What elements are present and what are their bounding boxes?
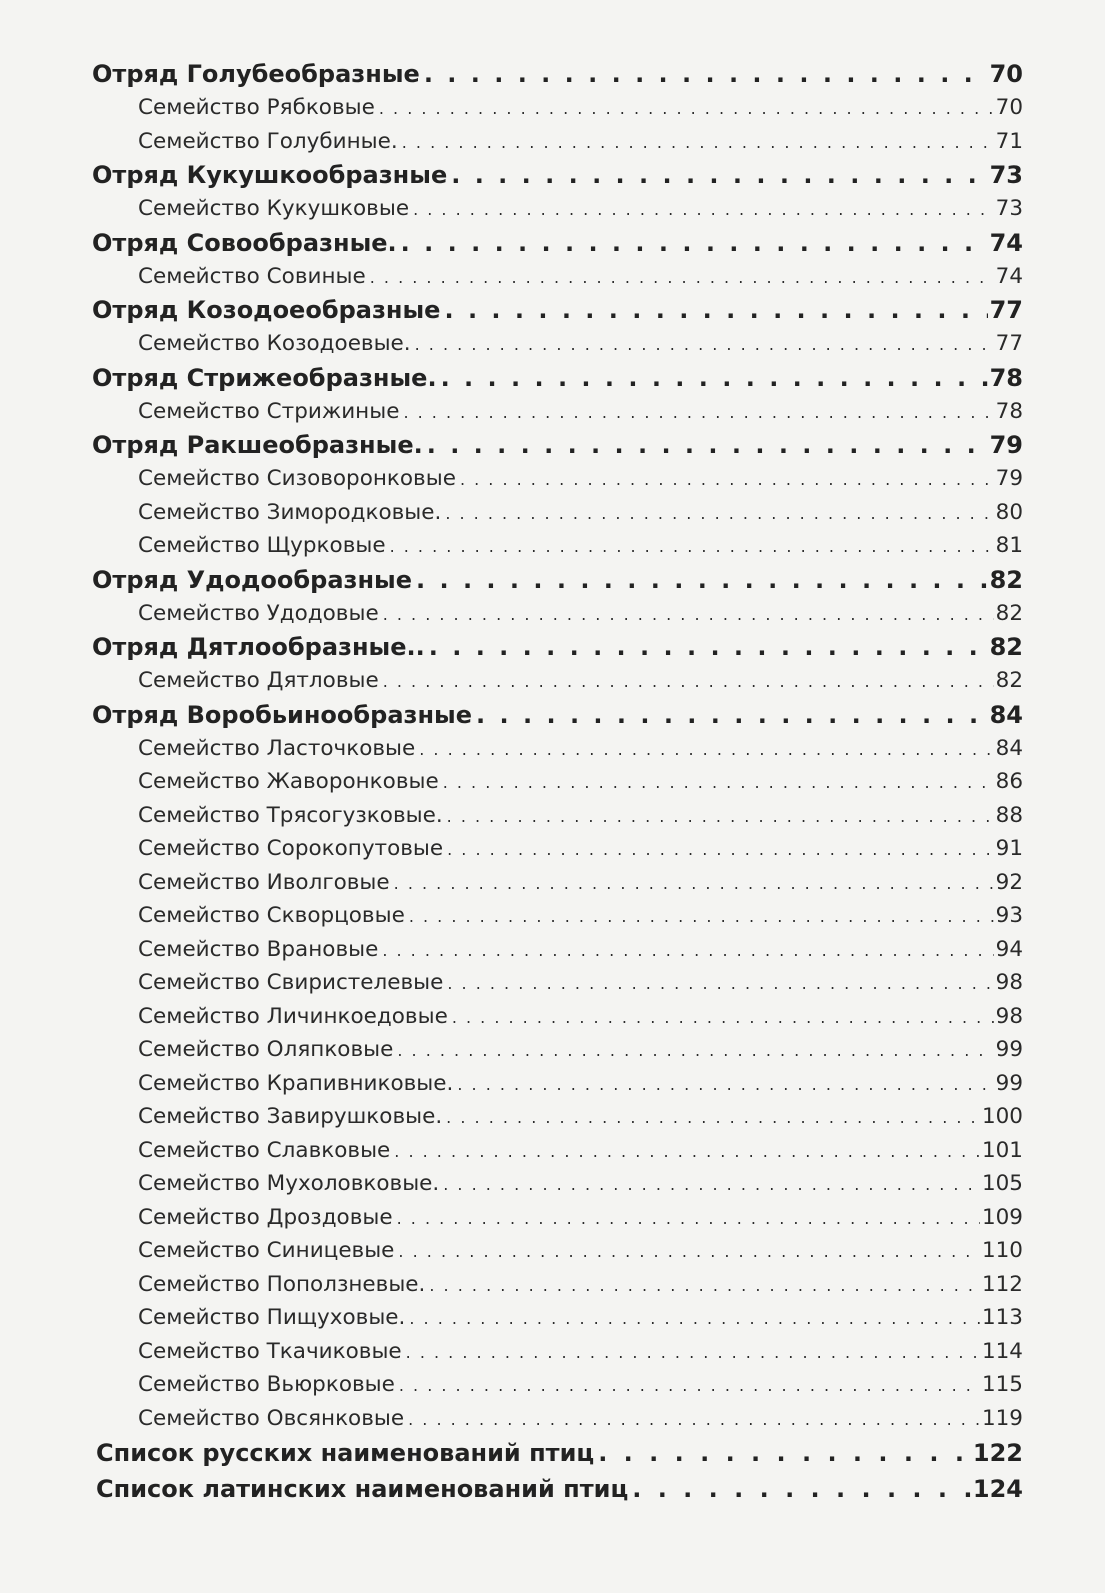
toc-family-entry[interactable] xyxy=(92,1201,1023,1235)
toc-order-entry[interactable] xyxy=(92,361,1023,395)
toc-page-number: 73 xyxy=(995,196,1023,221)
table-of-contents xyxy=(92,57,1023,1507)
toc-page-number: 105 xyxy=(981,1171,1023,1196)
toc-family-entry[interactable] xyxy=(92,765,1023,799)
toc-entry-label: Семейство Поползневые. xyxy=(138,1271,426,1297)
toc-page-number: 98 xyxy=(995,1003,1023,1029)
toc-page-number: 98 xyxy=(995,970,1023,995)
dot-leader xyxy=(429,630,988,664)
toc-page-number: 110 xyxy=(981,1238,1023,1263)
toc-family-entry[interactable] xyxy=(92,395,1023,429)
toc-family-entry[interactable] xyxy=(92,1234,1023,1268)
dot-leader xyxy=(457,1068,993,1101)
toc-entry-label: Семейство Кукушковые xyxy=(138,196,410,221)
toc-page-number: 71 xyxy=(995,128,1023,154)
toc-page-number: 78 xyxy=(989,363,1023,392)
toc-page-number: 99 xyxy=(995,1037,1023,1062)
toc-family-entry[interactable] xyxy=(92,664,1023,698)
toc-entry-label: Семейство Стрижиные xyxy=(138,398,400,424)
toc-entry-label: Семейство Удодовые xyxy=(138,600,379,626)
toc-page-number: 114 xyxy=(981,1338,1023,1364)
toc-entry-label: Семейство Славковые xyxy=(138,1137,391,1163)
toc-page-number: 84 xyxy=(995,735,1023,761)
dot-leader xyxy=(451,158,987,192)
toc-order-entry[interactable] xyxy=(92,293,1023,327)
dot-leader xyxy=(416,563,988,597)
toc-entry-label: Семейство Сорокопутовые xyxy=(138,836,444,861)
toc-entry-label: Семейство Оляпковые xyxy=(138,1037,394,1062)
toc-order-entry[interactable] xyxy=(92,158,1023,192)
toc-entry-label: Семейство Завирушковые. xyxy=(138,1104,443,1129)
toc-entry-label: Семейство Дятловые xyxy=(138,668,379,693)
dot-leader xyxy=(397,1202,980,1235)
dot-leader xyxy=(370,261,994,294)
toc-page-number: 74 xyxy=(995,263,1023,289)
toc-page-number: 86 xyxy=(995,769,1023,794)
dot-leader xyxy=(424,57,988,91)
toc-page-number: 78 xyxy=(995,398,1023,424)
toc-family-entry[interactable] xyxy=(92,1167,1023,1201)
dot-leader xyxy=(403,396,993,429)
toc-order-entry[interactable] xyxy=(92,226,1023,260)
dot-leader xyxy=(419,733,993,766)
toc-list-entry[interactable] xyxy=(92,1435,1023,1471)
toc-page-number: 82 xyxy=(995,668,1023,693)
dot-leader xyxy=(445,497,993,530)
toc-entry-label: Семейство Трясогузковые. xyxy=(138,802,443,828)
toc-entry-label: Семейство Щурковые xyxy=(138,533,386,558)
toc-page-number: 100 xyxy=(981,1104,1023,1129)
toc-entry-label: Отряд Кукушкообразные xyxy=(92,161,448,189)
toc-family-entry[interactable] xyxy=(92,899,1023,933)
toc-page-number: 84 xyxy=(989,700,1023,729)
toc-entry-label: Список русских наименований птиц xyxy=(96,1439,595,1467)
toc-family-entry[interactable] xyxy=(92,1033,1023,1067)
toc-page-number: 113 xyxy=(981,1305,1023,1330)
toc-family-entry[interactable] xyxy=(92,91,1023,125)
toc-entry-label: Семейство Рябковые xyxy=(138,95,375,120)
dot-leader xyxy=(429,1269,980,1302)
toc-entry-label: Семейство Ласточковые xyxy=(138,735,416,761)
dot-leader xyxy=(460,463,994,496)
toc-entry-label: Отряд Стрижеобразные. xyxy=(92,363,437,392)
toc-page-number: 92 xyxy=(995,869,1023,895)
toc-family-entry[interactable] xyxy=(92,866,1023,900)
dot-leader xyxy=(409,900,994,933)
toc-family-entry[interactable] xyxy=(92,496,1023,530)
dot-leader xyxy=(408,1403,980,1436)
toc-entry-label: Семейство Вьюрковые xyxy=(138,1372,395,1397)
dot-leader xyxy=(409,1302,980,1335)
toc-page-number: 122 xyxy=(972,1439,1023,1467)
dot-leader xyxy=(447,967,993,1000)
toc-page-number: 112 xyxy=(981,1271,1023,1297)
dot-leader xyxy=(379,92,994,125)
dot-leader xyxy=(415,328,994,361)
toc-family-entry[interactable] xyxy=(92,1100,1023,1134)
toc-order-entry[interactable] xyxy=(92,57,1023,91)
dot-leader xyxy=(383,665,994,698)
toc-entry-label: Отряд Воробьинообразные xyxy=(92,700,473,729)
toc-entry-label: Семейство Дроздовые xyxy=(138,1204,393,1230)
toc-page-number: 70 xyxy=(995,95,1023,120)
toc-entry-label: Семейство Врановые xyxy=(138,936,379,962)
dot-leader xyxy=(382,934,993,967)
dot-leader xyxy=(390,530,994,563)
toc-entry-label: Семейство Овсянковые xyxy=(138,1405,405,1431)
dot-leader xyxy=(394,867,994,900)
dot-leader xyxy=(443,1168,980,1201)
toc-entry-label: Семейство Сизоворонковые xyxy=(138,466,456,491)
toc-entry-label: Семейство Личинкоедовые xyxy=(138,1003,448,1029)
dot-leader xyxy=(444,293,987,327)
toc-page-number: 82 xyxy=(995,600,1023,626)
dot-leader xyxy=(402,126,994,159)
toc-order-entry[interactable] xyxy=(92,630,1023,664)
toc-family-entry[interactable] xyxy=(92,799,1023,833)
dot-leader xyxy=(441,361,988,395)
toc-family-entry[interactable] xyxy=(92,1134,1023,1168)
toc-entry-label: Отряд Голубеобразные xyxy=(92,60,420,88)
dot-leader xyxy=(399,1369,980,1402)
dot-leader xyxy=(476,698,988,732)
toc-page-number: 115 xyxy=(981,1372,1023,1397)
toc-page-number: 81 xyxy=(995,533,1023,558)
toc-page-number: 79 xyxy=(989,431,1023,459)
toc-page-number: 99 xyxy=(995,1070,1023,1096)
toc-order-entry[interactable] xyxy=(92,563,1023,597)
toc-entry-label: Список латинских наименований птиц xyxy=(96,1475,629,1503)
toc-page-number: 73 xyxy=(989,161,1023,189)
toc-family-entry[interactable] xyxy=(92,462,1023,496)
toc-page-number: 93 xyxy=(995,903,1023,928)
dot-leader xyxy=(397,1034,993,1067)
toc-family-entry[interactable] xyxy=(92,597,1023,631)
toc-family-entry[interactable] xyxy=(92,529,1023,563)
toc-family-entry[interactable] xyxy=(92,1335,1023,1369)
toc-family-entry[interactable] xyxy=(92,1067,1023,1101)
dot-leader xyxy=(413,193,994,226)
toc-family-entry[interactable] xyxy=(92,1000,1023,1034)
toc-entry-label: Семейство Иволговые xyxy=(138,869,390,895)
toc-family-entry[interactable] xyxy=(92,832,1023,866)
toc-page-number: 109 xyxy=(981,1204,1023,1230)
dot-leader xyxy=(446,1101,980,1134)
toc-page-number: 94 xyxy=(995,936,1023,962)
toc-family-entry[interactable] xyxy=(92,1301,1023,1335)
dot-leader xyxy=(447,833,994,866)
toc-family-entry[interactable] xyxy=(92,1368,1023,1402)
toc-entry-label: Семейство Пищуховые. xyxy=(138,1305,406,1330)
toc-entry-label: Отряд Совообразные. xyxy=(92,228,397,257)
toc-page-number: 101 xyxy=(981,1137,1023,1163)
toc-list-entry[interactable] xyxy=(92,1471,1023,1507)
toc-entry-label: Отряд Козодоеобразные xyxy=(92,296,441,324)
toc-entry-label: Отряд Удодообразные xyxy=(92,565,413,594)
toc-page-number: 82 xyxy=(989,565,1023,594)
toc-order-entry[interactable] xyxy=(92,698,1023,732)
toc-entry-label: Семейство Крапивниковые. xyxy=(138,1070,454,1096)
toc-page-number: 77 xyxy=(989,296,1023,324)
dot-leader xyxy=(383,598,994,631)
toc-family-entry[interactable] xyxy=(92,933,1023,967)
toc-entry-label: Семейство Мухоловковые. xyxy=(138,1171,440,1196)
toc-page-number: 74 xyxy=(989,228,1023,257)
toc-page-number: 79 xyxy=(995,466,1023,491)
toc-entry-label: Семейство Козодоевые. xyxy=(138,331,411,356)
dot-leader xyxy=(406,1336,980,1369)
toc-entry-label: Семейство Скворцовые xyxy=(138,903,405,928)
dot-leader xyxy=(398,1235,980,1268)
toc-family-entry[interactable] xyxy=(92,732,1023,766)
toc-entry-label: Отряд Ракшеобразные. xyxy=(92,431,423,459)
dot-leader xyxy=(401,226,988,260)
toc-entry-label: Семейство Голубиные. xyxy=(138,128,398,154)
toc-family-entry[interactable] xyxy=(92,125,1023,159)
toc-page-number: 124 xyxy=(972,1475,1023,1503)
toc-entry-label: Отряд Дятлообразные.. xyxy=(92,633,425,661)
toc-family-entry[interactable] xyxy=(92,1402,1023,1436)
toc-entry-label: Семейство Свиристелевые xyxy=(138,970,444,995)
toc-entry-label: Семейство Синицевые xyxy=(138,1238,395,1263)
toc-family-entry[interactable] xyxy=(92,1268,1023,1302)
toc-entry-label: Семейство Зимородковые. xyxy=(138,499,442,525)
dot-leader xyxy=(427,428,988,462)
toc-family-entry[interactable] xyxy=(92,966,1023,1000)
dot-leader xyxy=(394,1135,980,1168)
dot-leader xyxy=(598,1435,971,1471)
toc-entry-label: Семейство Ткачиковые xyxy=(138,1338,402,1364)
toc-family-entry[interactable] xyxy=(92,327,1023,361)
toc-entry-label: Семейство Жаворонковые xyxy=(138,769,439,794)
toc-entry-label: Семейство Совиные xyxy=(138,263,366,289)
dot-leader xyxy=(443,766,994,799)
toc-page-number: 80 xyxy=(995,499,1023,525)
toc-page-number: 77 xyxy=(995,331,1023,356)
dot-leader xyxy=(632,1471,971,1507)
toc-page-number: 82 xyxy=(989,633,1023,661)
toc-order-entry[interactable] xyxy=(92,428,1023,462)
toc-page-number: 119 xyxy=(981,1405,1023,1431)
toc-page-number: 88 xyxy=(995,802,1023,828)
toc-family-entry[interactable] xyxy=(92,192,1023,226)
dot-leader xyxy=(447,800,994,833)
dot-leader xyxy=(452,1001,994,1034)
toc-page-number: 91 xyxy=(995,836,1023,861)
toc-page-number: 70 xyxy=(989,60,1023,88)
toc-family-entry[interactable] xyxy=(92,260,1023,294)
